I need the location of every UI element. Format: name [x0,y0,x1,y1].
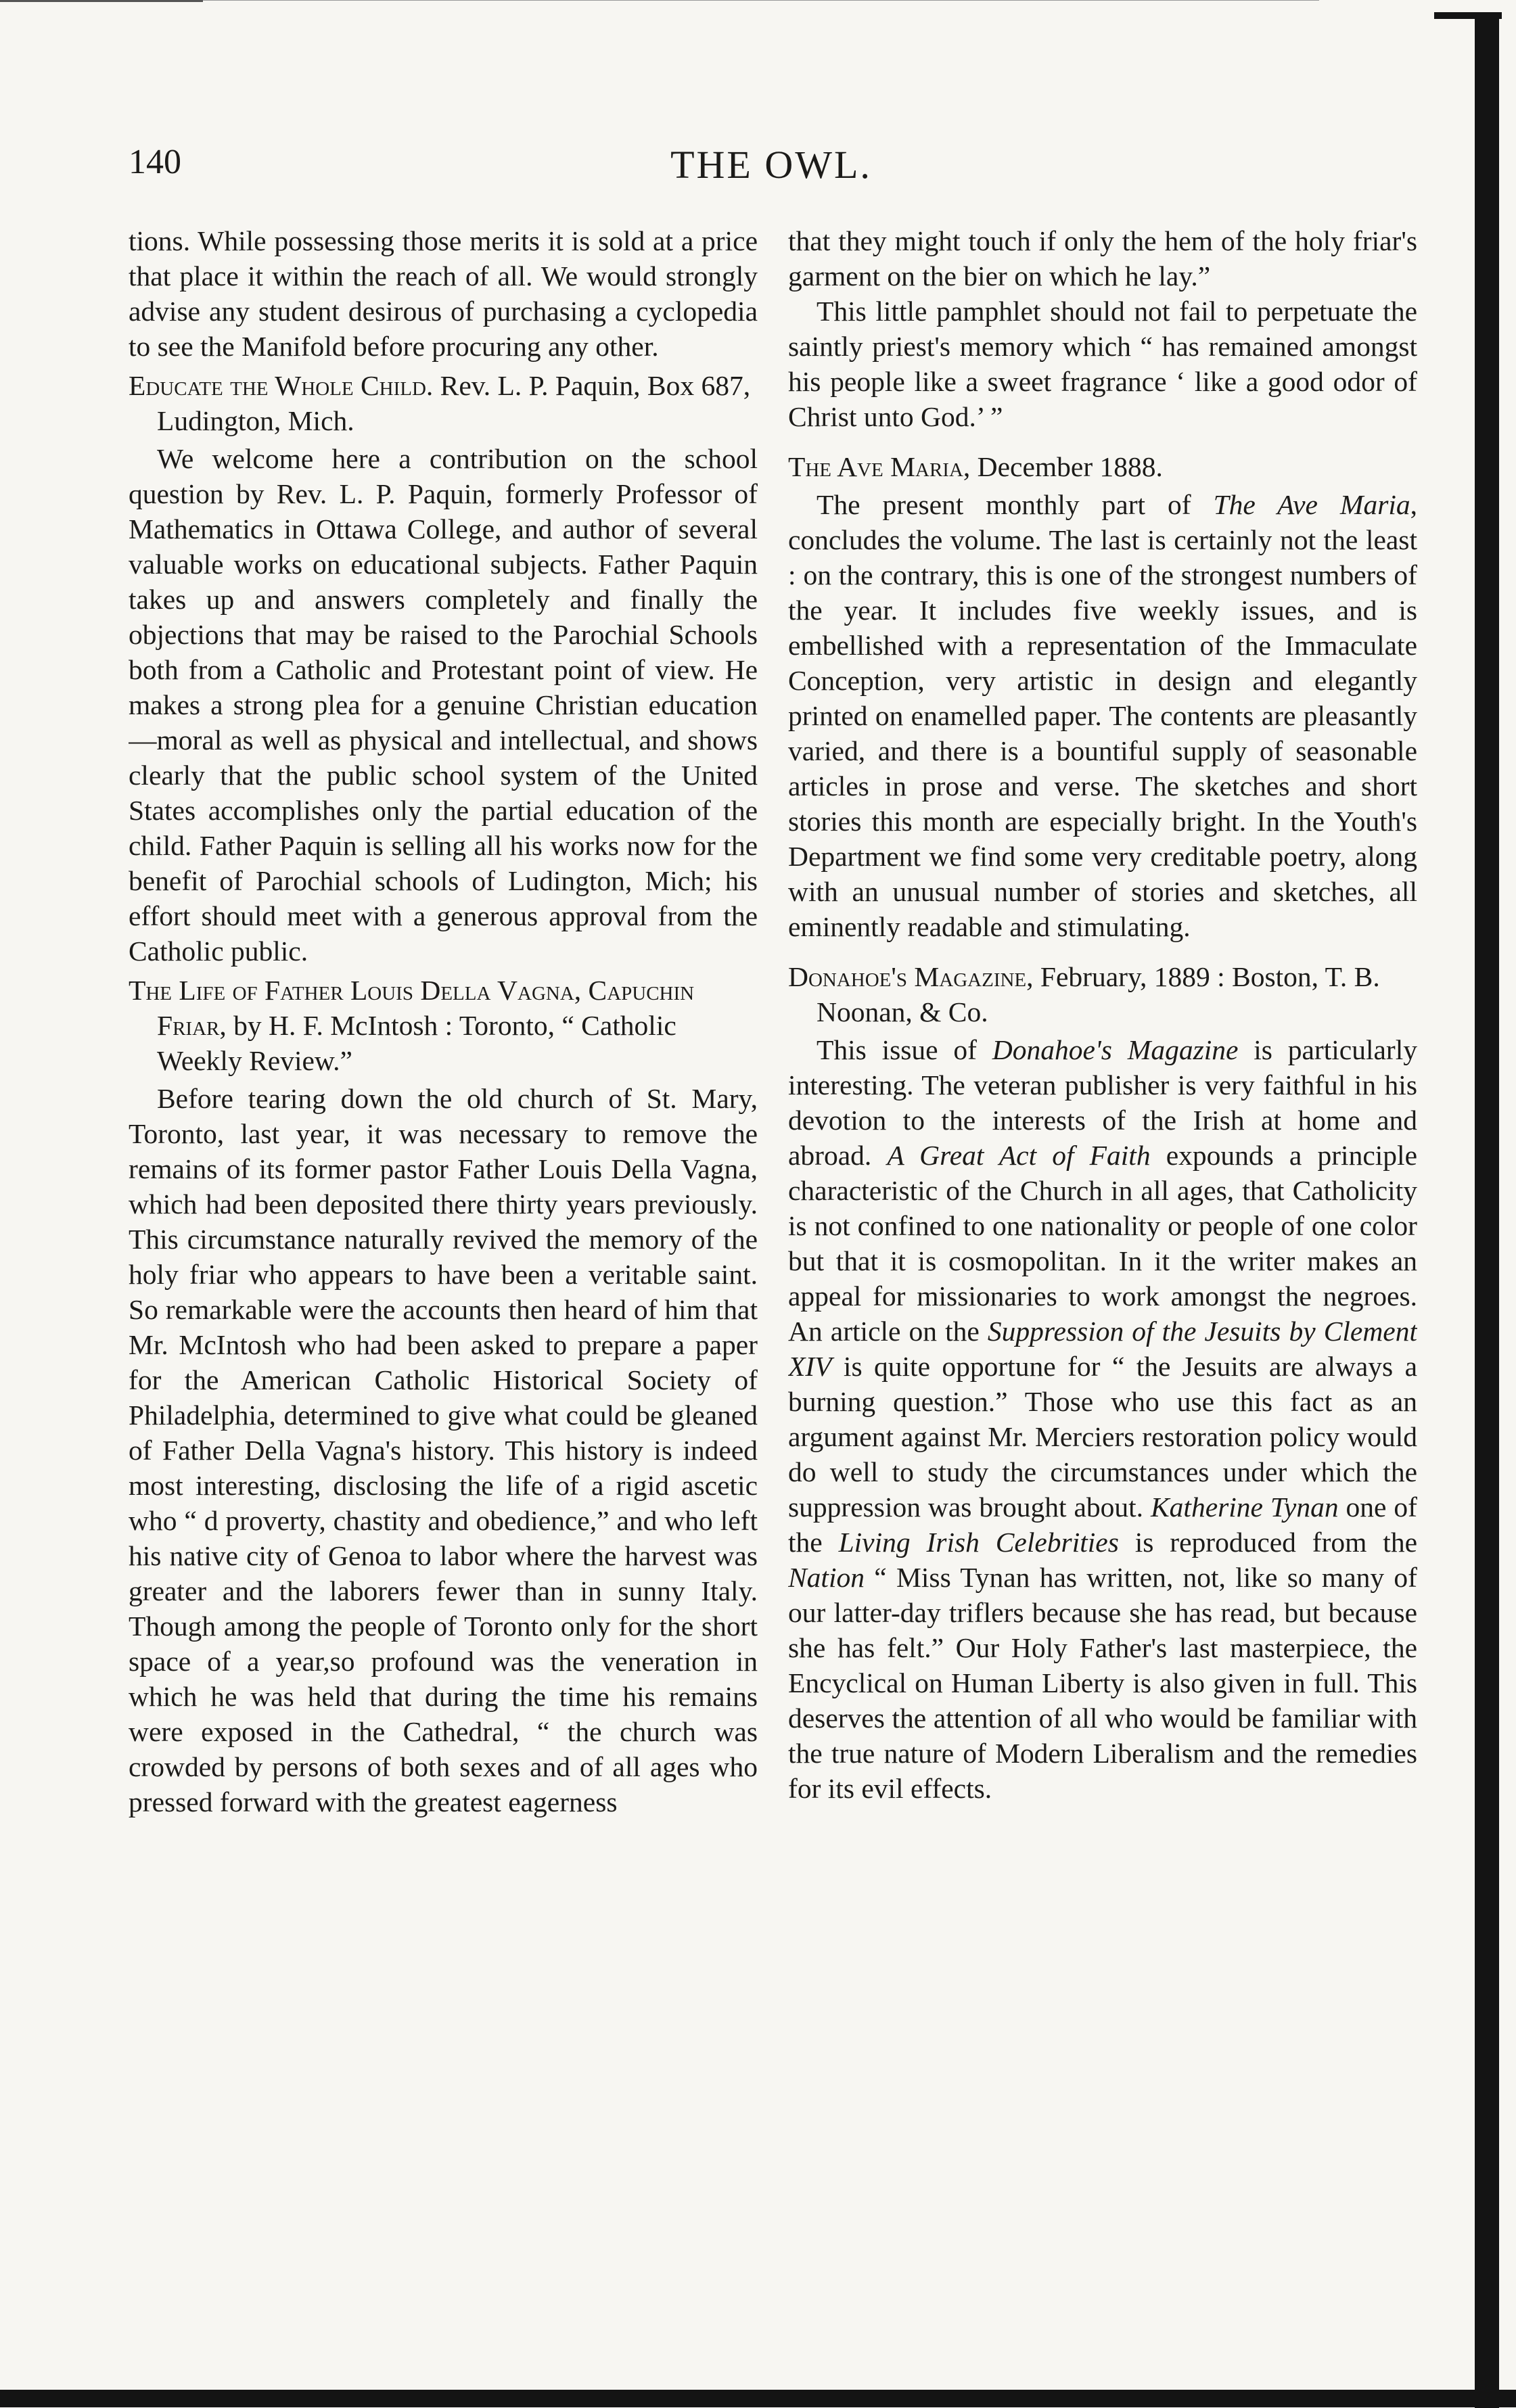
review-publisher: Rev. L. P. Paquin, Box 687, Ludington, Mich. [157,370,751,436]
review-heading-ave-maria [788,449,1417,484]
text-run: is quite opportune for “ the Jesuits are always a burning question.” Those who use this fact as an argument against Mr. Merciers restoration policy would do well to study the circumstances under which the suppression was brought about. [788,1351,1417,1523]
italic-title: The Ave Maria [1213,489,1410,520]
italic-title: Katherine Tynan [1151,1491,1339,1523]
running-title: THE OWL. [670,143,872,187]
review-body-educate: We welcome here a contribution on the school question by Rev. L. P. Paquin, formerly Professor of Mathematics in Ottawa College, and author of several valuable works on educational subjects. Father Paquin takes up and answers completely and finally the objections that may be raised to the Parochial Schools both from a Catholic and Protestant point of view. He makes a strong plea for a genuine Christian education—moral as well as physical and intellectual, and shows clearly that the public school system of the United States accomplishes only the partial education of the child. Father Paquin is selling all his works now for the benefit of Parochial schools of Ludington, Mich; his effort should meet with a generous approval from the Catholic public. [129,443,758,967]
review-heading-donahoes [788,959,1417,1029]
review-publisher: by H. F. McIntosh : Toronto, “ Catholic Weekly Review.” [157,1010,676,1076]
review-title: The Ave Maria, [788,451,971,482]
text-run: This issue of [817,1034,992,1065]
italic-title: A Great Act of Faith [887,1140,1151,1171]
page-number: 140 [129,143,181,181]
italic-title: Nation [788,1562,865,1593]
italic-title: Suppression of the Jesuits by Clement XIV [788,1316,1417,1382]
text-run: is reproduced from the [1118,1527,1417,1558]
review-title: Donahoe's Magazine, [788,961,1034,992]
page-header [129,142,1414,203]
top-rule-thin [203,0,1319,1]
review-heading-educate [129,368,758,438]
review-body-ave-maria [788,487,1417,944]
italic-title: Donahoe's Magazine [992,1034,1239,1065]
review-body-donahoes [788,1032,1417,1806]
left-column [129,223,758,2367]
review-body-della-vagna: Before tearing down the old church of St. Mary, Toronto, last year, it was necessary to remove the remains of its former pastor Father Louis Della Vagna, which had been deposited there thirty years previously. This circumstance naturally revived the memory of the holy friar who appears to have been a veritable saint. So remarkable were the accounts then heard of him that Mr. McIntosh who had been asked to prepare a paper for the American Catholic Historical Society of Philadelphia, determined to give what could be gleaned of Father Della Vagna's history. This history is indeed most interesting, disclosing the life of a rigid ascetic who “ d proverty, chastity and obedience,” and who left his native city of Genoa to labor where the harvest was greater and the laborers fewer than in sunny Italy. Though among the people of Toronto only for the short space of a year,so profound was the veneration in which he was held that during the time his remains were exposed in the Cathedral, “ the church was crowded by persons of both sexes and of all ages who pressed forward with the greatest eagerness [129,1083,758,1817]
text-run: expounds a principle characteristic of the Church in all ages, that Catholicity is not confined to one nationality or people of one color but that it is cosmopolitan. In it the writer makes an appeal for missionaries to work amongst the negroes. An article on the [788,1140,1417,1347]
text-run: “ Miss Tynan has written, not, like so many of our latter-day triflers because she has read, but because she has felt.” Our Holy Father's last masterpiece, the Encyclical on Human Liberty is also given in full. This deserves the attention of all who would be familiar with the true nature of Modern Liberalism and the remedies for its evil effects. [788,1562,1417,1804]
review-title: The Life of Father Louis Della Vagna, Capuchin Friar, [129,975,695,1041]
review-heading-della-vagna [129,973,758,1078]
review-publisher: February, 1889 : Boston, T. B. Noonan, & Co. [817,961,1380,1027]
text-run: is particularly interesting. The veteran publisher is very faithful in his devotion to the interests of the Irish at home and abroad. [788,1034,1417,1171]
text-run: The present monthly part of [817,489,1214,520]
page-edge-bar [1475,14,1499,2408]
page-bottom-bar [0,2390,1516,2407]
italic-title: Living Irish Celebrities [838,1527,1119,1558]
review-title: Educate the Whole Child. [129,370,434,401]
review-date: December 1888. [970,451,1163,482]
text-run: , concludes the volume. The last is certainly not the least : on the contrary, this is one of the strongest numbers of the year. It includes five weekly issues, and is embellished with a representation of the Immaculate Conception, very artistic in design and elegantly printed on enamelled paper. The contents are pleasantly varied, and there is a bountiful supply of seasonable articles in prose and verse. The sketches and short stories this month are especially bright. In the Youth's Department we find some very creditable poetry, along with an unusual number of stories and sketches, all eminently readable and stimulating. [788,489,1417,942]
right-column [788,223,1417,2367]
continuation-paragraph: that they might touch if only the hem of the holy friar's garment on the bier on which he lay.” [788,225,1417,292]
text-run: one of the [788,1491,1417,1558]
top-rule [0,0,203,2]
continuation-paragraph: tions. While possessing those merits it is sold at a price that place it within the reach of all. We would strongly advise any student desirous of purchasing a cyclopedia to see the Manifold before procuring any other. [129,225,758,362]
pamphlet-paragraph: This little pamphlet should not fail to perpetuate the saintly priest's memory which “ has remained amongst his people like a sweet fragrance ‘ like a good odor of Christ unto God.’ ” [788,296,1417,432]
